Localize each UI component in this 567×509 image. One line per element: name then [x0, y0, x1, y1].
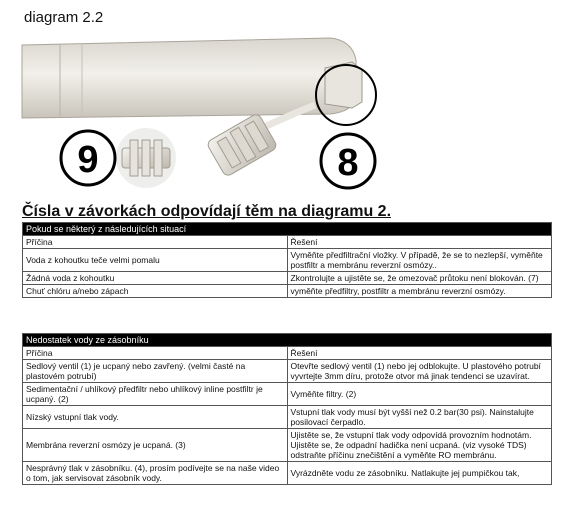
page-heading: Čísla v závorkách odpovídají těm na diagramu 2. [22, 203, 392, 220]
solution-cell: Vyrázdněte vodu ze zásobníku. Natlakujte jej pumpičkou tak, [287, 462, 552, 485]
table-row [23, 272, 552, 285]
troubleshoot-table-2 [22, 333, 552, 485]
table2-col-cause: Příčina [23, 347, 288, 360]
table-row [23, 406, 552, 429]
table1-col-solution: Řešení [287, 236, 552, 249]
table2-col-solution: Řešení [287, 347, 552, 360]
solution-cell: Vstupní tlak vody musí být vyšší než 0.2 bar(30 psi). Nainstalujte posilovací čerpadlo. [287, 406, 552, 429]
cause-cell: Sedimentační / uhlíkový předfiltr nebo uhlíkový inline postfiltr je ucpaný. (2) [23, 383, 288, 406]
table1-col-cause: Příčina [23, 236, 288, 249]
solution-cell: Otevřte sedlový ventil (1) nebo jej odblokujte. U plastového potrubí vyvrtejte 3mm díru, protože otvor má jinak tendenci se uzavírat. [287, 360, 552, 383]
table-row [23, 429, 552, 462]
solution-cell: Zkontrolujte a ujistěte se, že omezovač průtoku není blokován. (7) [287, 272, 552, 285]
troubleshoot-table-1 [22, 222, 552, 298]
table2-section-title: Nedostatek vody ze zásobníku [23, 334, 552, 347]
marker-9: 9 [77, 139, 99, 181]
marker-8: 8 [337, 142, 359, 184]
cause-cell: Sedlový ventil (1) je ucpaný nebo zavřený. (velmi časté na plastovém potrubí) [23, 360, 288, 383]
table-row [23, 285, 552, 298]
table-row [23, 462, 552, 485]
table-row [23, 360, 552, 383]
cause-cell: Chuť chlóru a/nebo zápach [23, 285, 288, 298]
solution-cell: Vyměňte předfiltrační vložky. V případě, že se to nezlepší, vyměňte postfiltr a membránu reverzní osmózy.. [287, 249, 552, 272]
check-valve-part [116, 128, 176, 188]
solution-cell: Ujistěte se, že vstupní tlak vody odpovídá provozním hodnotám. Ujistěte se, že odpadní hadička není ucpaná. (viz vysoké TDS) odstraňte příčinu znečištění a vyměňte RO membránu. [287, 429, 552, 462]
solution-cell: vyměňte předfiltry, postfiltr a membránu reverzní osmózy. [287, 285, 552, 298]
cause-cell: Membrána reverzní osmózy je ucpaná. (3) [23, 429, 288, 462]
diagram-photo [0, 0, 567, 200]
diagram-label: diagram 2.2 [24, 9, 104, 26]
cause-cell: Nízský vstupní tlak vody. [23, 406, 288, 429]
cause-cell: Žádná voda z kohoutku [23, 272, 288, 285]
cause-cell: Voda z kohoutku teče velmi pomalu [23, 249, 288, 272]
table-row [23, 249, 552, 272]
table-row [23, 383, 552, 406]
table1-section-title: Pokud se některý z následujících situací [23, 223, 552, 236]
cause-cell: Nesprávný tlak v zásobníku. (4), prosím podívejte se na naše video o tom, jak servisovat zásobník vody. [23, 462, 288, 485]
solution-cell: Vyměňte filtry. (2) [287, 383, 552, 406]
